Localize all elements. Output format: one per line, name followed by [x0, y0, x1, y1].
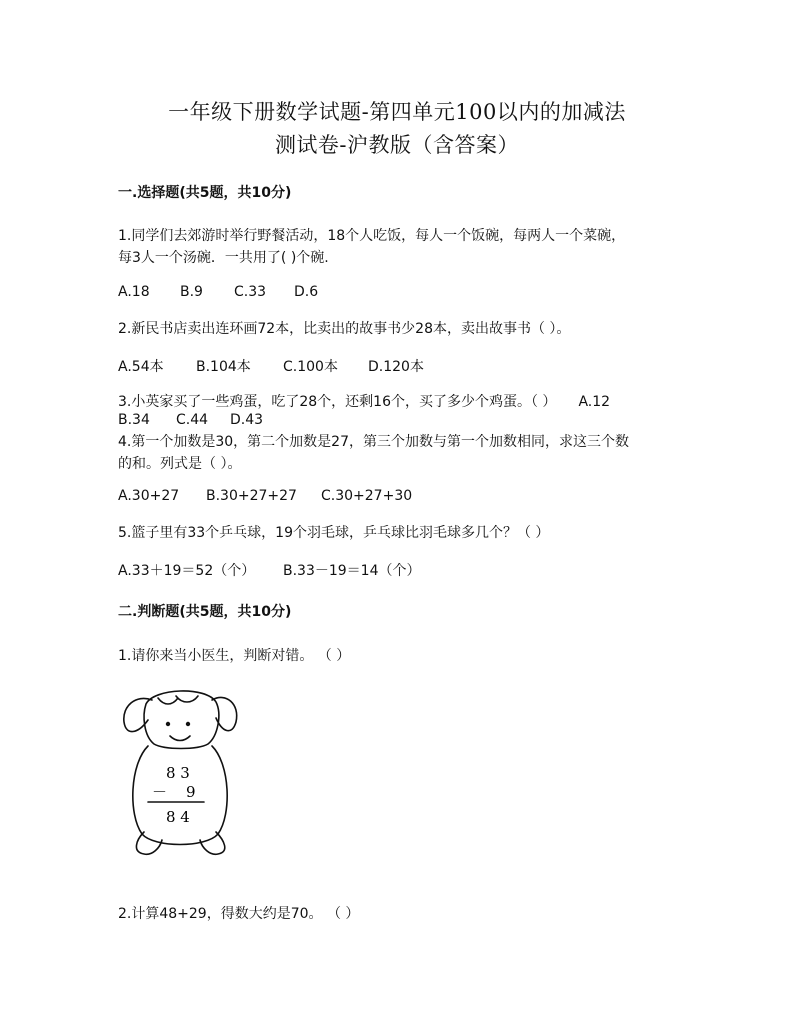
option-d[interactable]: D.43 [230, 412, 264, 428]
document-title-line1: 一年级下册数学试题-第四单元100以内的加减法 [168, 100, 626, 124]
left-foot [136, 832, 162, 854]
option-d[interactable]: D.120本 [368, 359, 424, 375]
option-a[interactable]: A.33＋19＝52（个） [118, 563, 256, 579]
question-4-text-cont: 的和。列式是（ ）。 [118, 456, 242, 472]
question-2-options [118, 356, 424, 376]
section-heading-judge: 二.判断题(共5题，共10分) [118, 604, 292, 620]
result: 8 4 [166, 808, 190, 826]
judge-question-1-text: 1.请你来当小医生，判断对错。 （ ） [118, 648, 351, 664]
dog-subtraction-illustration [118, 684, 248, 862]
minus-sign: － [152, 783, 168, 801]
left-ear [124, 698, 152, 731]
hair-tuft [158, 696, 198, 704]
minuend: 8 3 [166, 764, 190, 782]
left-eye [166, 722, 170, 726]
option-b[interactable]: B.9 [180, 284, 203, 300]
option-b[interactable]: B.34 [118, 412, 150, 428]
question-3-text [118, 391, 610, 411]
option-b[interactable]: B.104本 [196, 359, 251, 375]
question-1-text-cont: 每3人一个汤碗．一共用了( )个碗. [118, 250, 329, 266]
question-3-stem: 3.小英家买了一些鸡蛋，吃了28个，还剩16个，买了多少个鸡蛋。（ ） [118, 394, 557, 410]
document-title-line2: 测试卷-沪教版（含答案） [274, 133, 520, 157]
option-a[interactable]: A.18 [118, 284, 150, 300]
question-2-text: 2.新民书店卖出连环画72本，比卖出的故事书少28本，卖出故事书（ ）。 [118, 321, 571, 337]
right-foot [200, 832, 225, 854]
mouth [170, 736, 190, 741]
option-a[interactable]: A.30+27 [118, 488, 180, 504]
subtrahend: 9 [186, 783, 196, 801]
option-a[interactable]: A.54本 [118, 359, 164, 375]
judge-question-2-text: 2.计算48+29，得数大约是70。 （ ） [118, 906, 360, 922]
question-1-options [118, 284, 318, 300]
question-5-options [118, 560, 421, 580]
option-d[interactable]: D.6 [294, 284, 319, 300]
section-heading-choice: 一.选择题(共5题，共10分) [118, 185, 292, 201]
dog-drawing [118, 684, 248, 862]
question-3-options [118, 412, 263, 428]
question-4-options [118, 488, 412, 504]
option-b[interactable]: B.30+27+27 [206, 488, 297, 504]
question-4-text: 4.第一个加数是30，第二个加数是27，第三个加数与第一个加数相同，求这三个数 [118, 434, 629, 450]
right-eye [186, 722, 190, 726]
question-5-text: 5.篮子里有33个乒乓球，19个羽毛球，乒乓球比羽毛球多几个？（ ） [118, 525, 550, 541]
option-c[interactable]: C.100本 [283, 359, 338, 375]
option-c[interactable]: C.30+27+30 [321, 488, 413, 504]
option-c[interactable]: C.44 [176, 412, 209, 428]
option-a[interactable]: A.12 [578, 394, 611, 410]
question-1-text: 1.同学们去郊游时举行野餐活动，18个人吃饭，每人一个饭碗，每两人一个菜碗， [118, 228, 626, 244]
option-b[interactable]: B.33－19＝14（个） [283, 563, 421, 579]
body [133, 746, 227, 845]
option-c[interactable]: C.33 [234, 284, 267, 300]
